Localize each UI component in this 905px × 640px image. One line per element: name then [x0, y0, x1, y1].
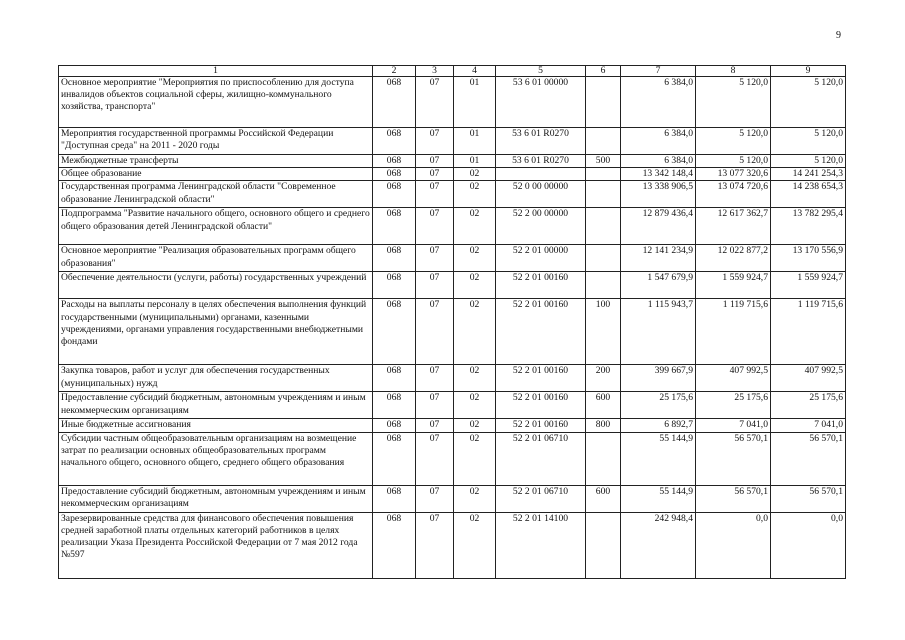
row-name: Основное мероприятие "Мероприятия по приспособлению для доступа инвалидов объектов социальной сферы, жилищно-коммунального хозяйства, транспорта" [59, 77, 373, 128]
table-row [59, 432, 846, 485]
cell-target-article: 52 2 00 00000 [496, 208, 586, 245]
cell-target-article: 52 2 01 00160 [496, 272, 586, 299]
cell-amount-3: 0,0 [771, 512, 846, 578]
cell-section: 07 [416, 365, 454, 392]
cell-amount-3: 407 992,5 [771, 365, 846, 392]
row-name: Предоставление субсидий бюджетным, автономным учреждениям и иным некоммерческим организациям [59, 392, 373, 419]
cell-subsection: 01 [454, 77, 496, 128]
row-name: Мероприятия государственной программы Российской Федерации "Доступная среда" на 2011 - 2020 годы [59, 128, 373, 155]
budget-table [58, 65, 846, 579]
table-row [59, 419, 846, 432]
cell-subsection: 02 [454, 181, 496, 208]
cell-amount-1: 55 144,9 [621, 485, 696, 512]
cell-ministry: 068 [373, 181, 416, 208]
cell-expense-type: 600 [586, 392, 621, 419]
cell-ministry: 068 [373, 168, 416, 181]
cell-expense-type: 500 [586, 155, 621, 168]
row-name: Межбюджетные трансферты [59, 155, 373, 168]
table-row [59, 485, 846, 512]
cell-amount-3: 5 120,0 [771, 77, 846, 128]
cell-amount-1: 6 384,0 [621, 155, 696, 168]
cell-amount-2: 56 570,1 [696, 485, 771, 512]
row-name: Расходы на выплаты персоналу в целях обеспечения выполнения функций государственными (муниципальными) органами, казенными учреждениями, органами управления государственными внебюджетными фондами [59, 299, 373, 365]
cell-amount-2: 7 041,0 [696, 419, 771, 432]
cell-amount-2: 13 077 320,6 [696, 168, 771, 181]
cell-amount-1: 12 879 436,4 [621, 208, 696, 245]
cell-expense-type [586, 77, 621, 128]
cell-ministry: 068 [373, 392, 416, 419]
row-name: Закупка товаров, работ и услуг для обеспечения государственных (муниципальных) нужд [59, 365, 373, 392]
table-row [59, 365, 846, 392]
cell-ministry: 068 [373, 419, 416, 432]
header-cell: 4 [454, 66, 496, 77]
table-row [59, 392, 846, 419]
cell-expense-type [586, 128, 621, 155]
cell-subsection: 02 [454, 432, 496, 485]
row-name: Субсидии частным общеобразовательным организациям на возмещение затрат по реализации основных общеобразовательных программ начального общего, основного общего, среднего общего образования [59, 432, 373, 485]
cell-section: 07 [416, 245, 454, 272]
page-number: 9 [836, 30, 841, 41]
cell-ministry: 068 [373, 512, 416, 578]
cell-section: 07 [416, 168, 454, 181]
cell-target-article: 53 6 01 R0270 [496, 128, 586, 155]
cell-subsection: 02 [454, 299, 496, 365]
cell-amount-3: 14 238 654,3 [771, 181, 846, 208]
cell-target-article: 52 2 01 06710 [496, 485, 586, 512]
cell-subsection: 01 [454, 155, 496, 168]
table-row [59, 128, 846, 155]
cell-section: 07 [416, 155, 454, 168]
cell-expense-type [586, 168, 621, 181]
cell-target-article: 52 2 01 14100 [496, 512, 586, 578]
cell-subsection: 02 [454, 365, 496, 392]
cell-subsection: 02 [454, 272, 496, 299]
row-name: Иные бюджетные ассигнования [59, 419, 373, 432]
cell-amount-2: 1 119 715,6 [696, 299, 771, 365]
table-row [59, 299, 846, 365]
cell-amount-1: 399 667,9 [621, 365, 696, 392]
cell-subsection: 02 [454, 485, 496, 512]
cell-amount-3: 7 041,0 [771, 419, 846, 432]
header-cell: 3 [416, 66, 454, 77]
cell-amount-3: 13 782 295,4 [771, 208, 846, 245]
header-cell: 8 [696, 66, 771, 77]
cell-expense-type: 100 [586, 299, 621, 365]
cell-expense-type: 600 [586, 485, 621, 512]
cell-amount-1: 1 547 679,9 [621, 272, 696, 299]
table-row [59, 155, 846, 168]
cell-amount-3: 56 570,1 [771, 432, 846, 485]
cell-amount-3: 5 120,0 [771, 155, 846, 168]
row-name: Основное мероприятие "Реализация образовательных программ общего образования" [59, 245, 373, 272]
cell-expense-type: 800 [586, 419, 621, 432]
cell-section: 07 [416, 77, 454, 128]
cell-ministry: 068 [373, 77, 416, 128]
cell-target-article: 53 6 01 00000 [496, 77, 586, 128]
cell-amount-1: 55 144,9 [621, 432, 696, 485]
cell-amount-1: 242 948,4 [621, 512, 696, 578]
row-name: Общее образование [59, 168, 373, 181]
cell-expense-type [586, 432, 621, 485]
cell-amount-2: 25 175,6 [696, 392, 771, 419]
cell-amount-3: 13 170 556,9 [771, 245, 846, 272]
cell-amount-2: 5 120,0 [696, 155, 771, 168]
cell-amount-1: 6 384,0 [621, 128, 696, 155]
cell-target-article: 52 2 01 06710 [496, 432, 586, 485]
cell-target-article: 52 2 01 00160 [496, 392, 586, 419]
cell-amount-2: 0,0 [696, 512, 771, 578]
cell-subsection: 02 [454, 512, 496, 578]
cell-ministry: 068 [373, 272, 416, 299]
header-cell: 2 [373, 66, 416, 77]
cell-target-article: 52 2 01 00160 [496, 419, 586, 432]
cell-expense-type [586, 208, 621, 245]
table-row [59, 168, 846, 181]
cell-ministry: 068 [373, 128, 416, 155]
cell-ministry: 068 [373, 208, 416, 245]
cell-amount-1: 6 892,7 [621, 419, 696, 432]
header-cell: 9 [771, 66, 846, 77]
cell-amount-1: 13 338 906,5 [621, 181, 696, 208]
cell-ministry: 068 [373, 245, 416, 272]
header-cell: 1 [59, 66, 373, 77]
cell-section: 07 [416, 419, 454, 432]
cell-amount-2: 5 120,0 [696, 128, 771, 155]
cell-subsection: 02 [454, 168, 496, 181]
cell-ministry: 068 [373, 432, 416, 485]
cell-section: 07 [416, 432, 454, 485]
cell-amount-3: 1 119 715,6 [771, 299, 846, 365]
cell-amount-2: 13 074 720,6 [696, 181, 771, 208]
cell-target-article [496, 168, 586, 181]
cell-target-article: 52 0 00 00000 [496, 181, 586, 208]
row-name: Обеспечение деятельности (услуги, работы) государственных учреждений [59, 272, 373, 299]
cell-section: 07 [416, 512, 454, 578]
table-row [59, 272, 846, 299]
cell-section: 07 [416, 299, 454, 365]
cell-amount-2: 56 570,1 [696, 432, 771, 485]
row-name: Подпрограмма "Развитие начального общего, основного общего и среднего общего образования детей Ленинградской области" [59, 208, 373, 245]
table-row [59, 208, 846, 245]
cell-target-article: 53 6 01 R0270 [496, 155, 586, 168]
header-cell: 5 [496, 66, 586, 77]
cell-amount-2: 5 120,0 [696, 77, 771, 128]
cell-subsection: 01 [454, 128, 496, 155]
cell-ministry: 068 [373, 365, 416, 392]
table-row [59, 77, 846, 128]
cell-amount-3: 1 559 924,7 [771, 272, 846, 299]
cell-amount-3: 56 570,1 [771, 485, 846, 512]
cell-ministry: 068 [373, 155, 416, 168]
cell-amount-1: 13 342 148,4 [621, 168, 696, 181]
cell-expense-type: 200 [586, 365, 621, 392]
cell-section: 07 [416, 392, 454, 419]
cell-target-article: 52 2 01 00000 [496, 245, 586, 272]
cell-ministry: 068 [373, 299, 416, 365]
header-cell: 7 [621, 66, 696, 77]
cell-ministry: 068 [373, 485, 416, 512]
cell-amount-3: 14 241 254,3 [771, 168, 846, 181]
cell-subsection: 02 [454, 419, 496, 432]
cell-amount-3: 5 120,0 [771, 128, 846, 155]
cell-section: 07 [416, 272, 454, 299]
cell-subsection: 02 [454, 245, 496, 272]
cell-amount-1: 1 115 943,7 [621, 299, 696, 365]
cell-section: 07 [416, 128, 454, 155]
cell-amount-1: 12 141 234,9 [621, 245, 696, 272]
cell-expense-type [586, 245, 621, 272]
cell-target-article: 52 2 01 00160 [496, 365, 586, 392]
cell-amount-2: 407 992,5 [696, 365, 771, 392]
cell-amount-3: 25 175,6 [771, 392, 846, 419]
cell-section: 07 [416, 485, 454, 512]
row-name: Предоставление субсидий бюджетным, автономным учреждениям и иным некоммерческим организациям [59, 485, 373, 512]
table-row [59, 181, 846, 208]
cell-section: 07 [416, 208, 454, 245]
header-cell: 6 [586, 66, 621, 77]
cell-expense-type [586, 512, 621, 578]
cell-amount-1: 6 384,0 [621, 77, 696, 128]
cell-amount-2: 12 022 877,2 [696, 245, 771, 272]
row-name: Зарезервированные средства для финансового обеспечения повышения средней заработной платы отдельных категорий работников в целях реализации Указа Президента Российской Федерации от 7 мая 2012 года №597 [59, 512, 373, 578]
cell-section: 07 [416, 181, 454, 208]
cell-expense-type [586, 272, 621, 299]
cell-subsection: 02 [454, 392, 496, 419]
cell-expense-type [586, 181, 621, 208]
cell-amount-2: 1 559 924,7 [696, 272, 771, 299]
header-row [59, 66, 846, 77]
cell-amount-1: 25 175,6 [621, 392, 696, 419]
cell-subsection: 02 [454, 208, 496, 245]
table-row [59, 245, 846, 272]
cell-target-article: 52 2 01 00160 [496, 299, 586, 365]
cell-amount-2: 12 617 362,7 [696, 208, 771, 245]
table-row [59, 512, 846, 578]
row-name: Государственная программа Ленинградской области "Современное образование Ленинградской области" [59, 181, 373, 208]
